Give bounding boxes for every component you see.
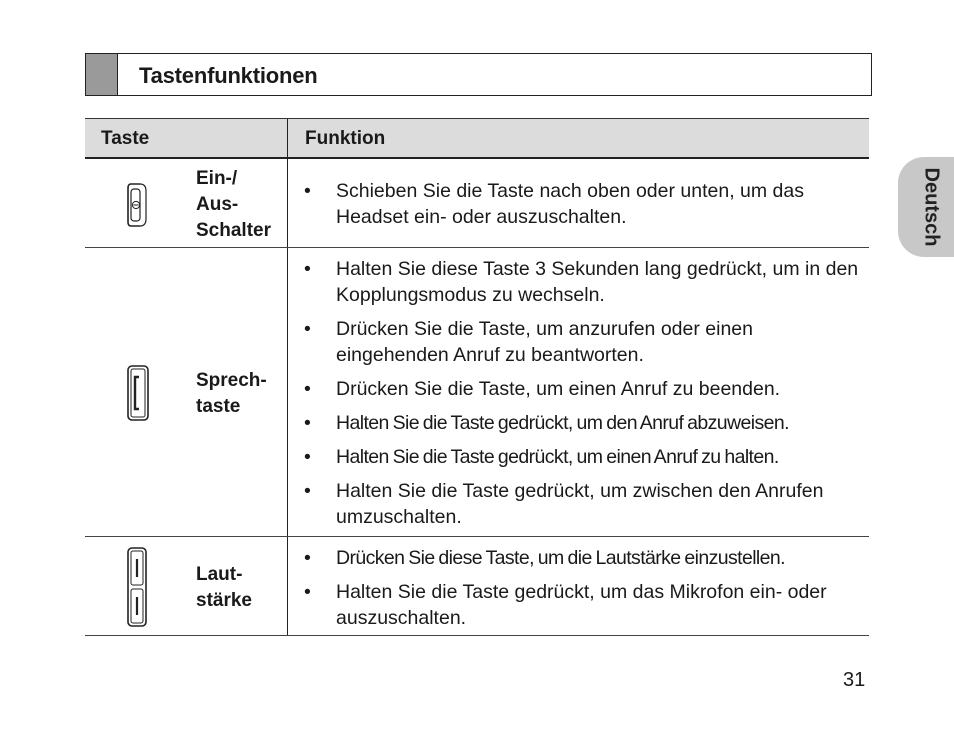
list-item: • Halten Sie die Taste gedrückt, um zwischen den Anrufen umzuschalten. (304, 480, 824, 528)
section-title: Tastenfunktionen (139, 63, 318, 88)
column-header-key: Taste (85, 119, 288, 157)
talk-button-icon (127, 365, 149, 421)
list-item: • Halten Sie die Taste gedrückt, um den Anruf abzuweisen. (304, 412, 789, 434)
key-cell-talk (85, 248, 288, 536)
page-number: 31 (843, 669, 866, 691)
table-row-talk (85, 248, 869, 537)
power-switch-icon (127, 183, 147, 227)
key-label-talk: Sprech- taste (196, 370, 267, 417)
table-row-volume (85, 537, 869, 636)
key-label-volume: Laut- stärke (196, 564, 252, 611)
function-cell-talk (288, 248, 869, 536)
function-cell-power (288, 159, 869, 247)
list-item: • Halten Sie diese Taste 3 Sekunden lang gedrückt, um in den Kopplungsmodus zu wechseln. (304, 258, 859, 306)
key-function-table (85, 118, 869, 636)
list-item: • Schieben Sie die Taste nach oben oder unten, um das Headset ein- oder auszuschalten. (304, 180, 804, 228)
function-cell-volume (288, 537, 869, 635)
list-item: • Drücken Sie die Taste, um einen Anruf zu beenden. (304, 378, 781, 400)
list-item: • Halten Sie die Taste gedrückt, um das Mikrofon ein- oder auszuschalten. (304, 581, 827, 629)
language-side-tab (898, 157, 954, 257)
section-marker (86, 54, 118, 95)
list-item: • Halten Sie die Taste gedrückt, um einen Anruf zu halten. (304, 446, 779, 468)
table-row-power (85, 159, 869, 248)
list-item: • Drücken Sie diese Taste, um die Lautstärke einzustellen. (304, 547, 785, 569)
list-item: • Drücken Sie die Taste, um anzurufen oder einen eingehenden Anruf zu beantworten. (304, 318, 753, 366)
key-cell-volume (85, 537, 288, 635)
volume-button-icon (127, 547, 147, 627)
column-header-function: Funktion (305, 128, 386, 149)
section-header (85, 53, 872, 96)
key-cell-power (85, 159, 288, 247)
language-label: Deutsch (920, 167, 943, 247)
key-label-power: Ein-/ Aus- Schalter (196, 168, 271, 241)
table-header (85, 119, 869, 159)
